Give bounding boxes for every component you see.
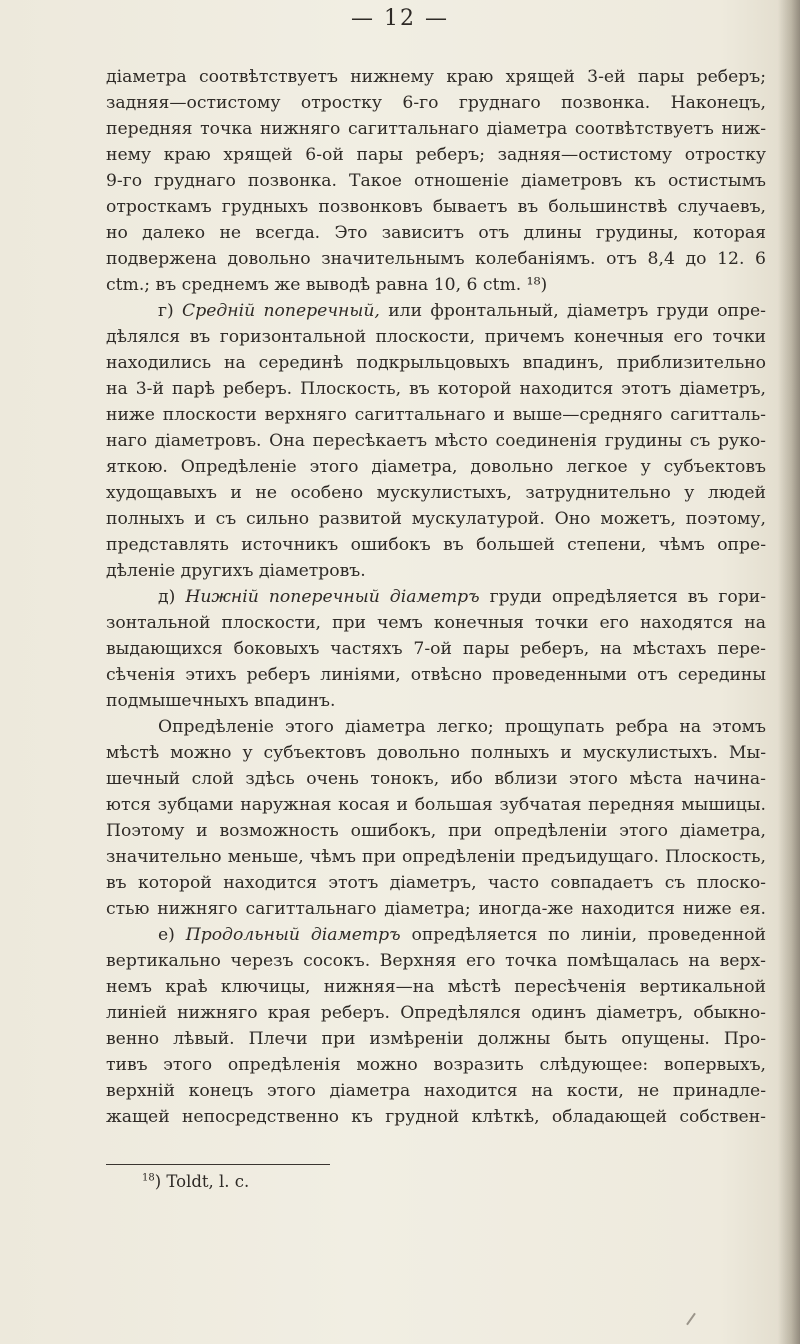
line-text: груди опредѣляется въ гори- [479,587,766,607]
line-text: подмышечныхъ впадинъ. [106,691,336,711]
line-text: представлять источникъ ошибокъ въ большей степени, чѣмъ опре- [106,535,766,555]
page-edge-shadow [778,0,800,1344]
line-text: жащей непосредственно къ грудной клѣткѣ, обладающей собствен- [106,1107,766,1127]
text-line [106,1000,766,1026]
pencil-mark [686,1313,696,1326]
line-text: на 3-й парѣ реберъ. Плоскость, въ которой находится этотъ діаметръ, [106,379,766,399]
line-text: яткою. Опредѣленіе этого діаметра, довольно легкое у субъектовъ [106,457,766,477]
text-line [106,532,766,558]
footnote-rule [106,1164,330,1165]
text-line [106,948,766,974]
line-text: діаметра соотвѣтствуетъ нижнему краю хрящей 3-ей пары реберъ; [106,67,766,87]
text-line [106,818,766,844]
line-text: ctm.; въ среднемъ же выводѣ равна 10, 6 ctm. ¹⁸) [106,275,548,295]
text-line [106,662,766,688]
text-line [106,64,766,90]
line-text: находились на серединѣ подкрыльцовыхъ впадинъ, приблизительно [106,353,766,373]
line-text: стью нижняго сагиттальнаго діаметра; иногда-же находится ниже ея. [106,899,766,919]
line-text: нему краю хрящей 6-ой пары реберъ; задняя—остистому отростку [106,145,766,165]
line-text: мѣстѣ можно у субъектовъ довольно полныхъ и мускулистыхъ. Мы- [106,743,766,763]
line-text: подвержена довольно значительнымъ колебаніямъ. отъ 8,4 до 12. 6 [106,249,766,269]
line-text: ниже плоскости верхняго сагиттальнаго и выше—средняго сагитталь- [106,405,766,425]
text-line [106,1078,766,1104]
text-line [106,558,766,584]
text-line [106,298,766,324]
line-text: ются зубцами наружная косая и большая зубчатая передняя мышицы. [106,795,766,815]
italic-term: Средній поперечный, [182,301,380,321]
text-line [106,1104,766,1130]
text-line [106,168,766,194]
line-text: значительно меньше, чѣмъ при опредѣленіи предъидущаго. Плоскость, [106,847,766,867]
line-text: линіей нижняго края реберъ. Опредѣлялся одинъ діаметръ, обыкно- [106,1003,766,1023]
line-text: вертикально черезъ сосокъ. Верхняя его точка помѣщалась на верх- [106,951,766,971]
text-line [106,636,766,662]
text-line [106,90,766,116]
text-line [106,584,766,610]
line-text: передняя точка нижняго сагиттальнаго діаметра соотвѣтствуетъ ниж- [106,119,766,139]
line-text: выдающихся боковыхъ частяхъ 7-ой пары реберъ, на мѣстахъ пере- [106,639,766,659]
section-letter: е) [158,925,186,945]
line-text: верхній конецъ этого діаметра находится на кости, не принадле- [106,1081,766,1101]
line-text: Опредѣленіе этого діаметра легко; прощупать ребра на этомъ [158,717,766,737]
section-letter: д) [158,587,186,607]
text-line [106,428,766,454]
text-line [106,610,766,636]
line-text: въ которой находится этотъ діаметръ, часто совпадаетъ съ плоско- [106,873,766,893]
text-line [106,454,766,480]
line-text: или фронтальный, діаметръ груди опре- [379,301,766,321]
line-text: дѣленіе другихъ діаметровъ. [106,561,366,581]
text-line [106,1052,766,1078]
text-line [106,1026,766,1052]
line-text: задняя—остистому отростку 6-го груднаго позвонка. Наконецъ, [106,93,766,113]
body-text [106,64,766,1130]
text-line [106,402,766,428]
text-line [106,870,766,896]
section-letter: г) [158,301,183,321]
text-line [106,142,766,168]
text-line [106,844,766,870]
text-line [106,272,766,298]
text-line [106,506,766,532]
line-text: тивъ этого опредѣленія можно возразить слѣдующее: вопервыхъ, [106,1055,766,1075]
text-line [106,896,766,922]
text-line [106,324,766,350]
page-number: — 12 — [351,6,449,31]
line-text: полныхъ и съ сильно развитой мускулатурой. Оно можетъ, поэтому, [106,509,766,529]
text-line [106,714,766,740]
italic-term: Продольный діаметръ [185,925,401,945]
text-line [106,350,766,376]
italic-term: Нижній поперечный діаметръ [185,587,480,607]
line-text: немъ краѣ ключицы, нижняя—на мѣстѣ пересѣченія вертикальной [106,977,766,997]
text-line [106,766,766,792]
text-line [106,220,766,246]
line-text: отросткамъ грудныхъ позвонковъ бываетъ въ большинствѣ случаевъ, [106,197,766,217]
footnote-text: ) Toldt, l. c. [154,1172,250,1191]
line-text: зонтальной плоскости, при чемъ конечныя точки его находятся на [106,613,766,633]
text-line [106,376,766,402]
text-line [106,246,766,272]
text-line [106,922,766,948]
text-line [106,792,766,818]
text-line [106,116,766,142]
footnote-marker: 18 [142,1172,155,1184]
text-line [106,194,766,220]
line-text: 9-го груднаго позвонка. Такое отношеніе діаметровъ къ остистымъ [106,171,766,191]
text-line [106,974,766,1000]
line-text: опредѣляется по линіи, проведенной [400,925,766,945]
line-text: наго діаметровъ. Она пересѣкаетъ мѣсто соединенія грудины съ руко- [106,431,766,451]
line-text: худощавыхъ и не особено мускулистыхъ, затруднительно у людей [106,483,766,503]
line-text: венно лѣвый. Плечи при измѣреніи должны быть опущены. Про- [106,1029,766,1049]
text-line [106,740,766,766]
text-line [106,480,766,506]
text-line [106,688,766,714]
footnote [142,1172,249,1191]
line-text: но далеко не всегда. Это зависитъ отъ длины грудины, которая [106,223,766,243]
line-text: дѣлялся въ горизонтальной плоскости, причемъ конечныя его точки [106,327,766,347]
line-text: Поэтому и возможность ошибокъ, при опредѣленіи этого діаметра, [106,821,766,841]
line-text: шечный слой здѣсь очень тонокъ, ибо вблизи этого мѣста начина- [106,769,766,789]
line-text: сѣченія этихъ реберъ линіями, отвѣсно проведенными отъ середины [106,665,766,685]
